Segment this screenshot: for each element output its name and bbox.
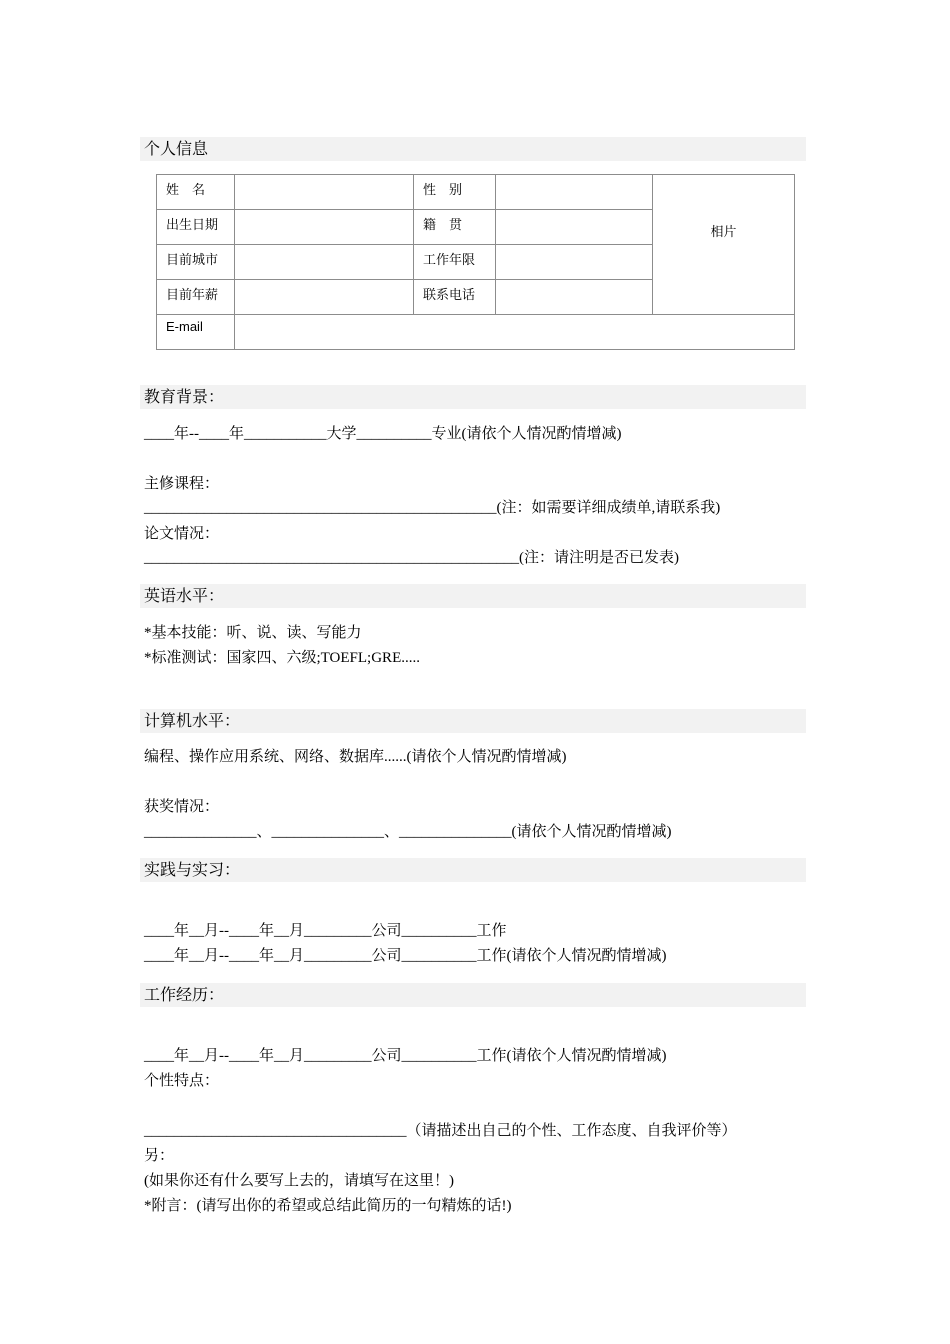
salary-label: 目前年薪 [157, 280, 235, 315]
city-value[interactable] [235, 245, 414, 280]
city-label: 目前城市 [157, 245, 235, 280]
english-skills: *基本技能：听、说、读、写能力 [144, 625, 362, 641]
birth-value[interactable] [235, 210, 414, 245]
computer-desc: 编程、操作应用系统、网络、数据库......(请依个人情况酌情增减) [144, 749, 567, 765]
section-header-work [140, 983, 806, 1007]
photo-label: 相片 [710, 224, 737, 239]
thesis-label: 论文情况： [144, 526, 220, 542]
section-title: 教育背景： [144, 387, 225, 406]
gender-value[interactable] [496, 175, 653, 210]
courses-line: _______________________________________________(注：如需要详细成绩单,请联系我) [144, 500, 721, 516]
phone-label: 联系电话 [414, 280, 496, 315]
other-note: (如果你还有什么要写上去的，请填写在这里！) [144, 1173, 454, 1189]
phone-value[interactable] [496, 280, 653, 315]
photo-box[interactable] [653, 175, 795, 315]
section-title: 个人信息 [144, 139, 209, 158]
years-label: 工作年限 [414, 245, 496, 280]
thesis-line: __________________________________________________(注：请注明是否已发表) [144, 550, 679, 566]
awards-label: 获奖情况： [144, 799, 220, 815]
section-title: 计算机水平： [144, 711, 241, 730]
section-header-english [140, 584, 806, 608]
email-label: E-mail [157, 315, 235, 350]
years-value[interactable] [496, 245, 653, 280]
practice-line-2: ____年__月--____年__月_________公司__________工作(请依个人情况酌情增减) [144, 948, 667, 964]
section-header-education [140, 385, 806, 409]
awards-line: _______________、_______________、_______________(请依个人情况酌情增减) [144, 824, 672, 840]
personality-line: ___________________________________（请描述出自己的个性、工作态度、自我评价等） [144, 1123, 737, 1139]
personal-info-table [156, 174, 795, 350]
section-title: 英语水平： [144, 586, 225, 605]
email-value[interactable] [235, 315, 795, 350]
english-tests: *标准测试：国家四、六级;TOEFL;GRE..... [144, 650, 420, 666]
section-title: 实践与实习： [144, 860, 241, 879]
section-header-practice [140, 858, 806, 882]
section-header-personal [140, 137, 806, 161]
section-title: 工作经历： [144, 985, 225, 1004]
other-label: 另： [144, 1148, 175, 1164]
appendix-note: *附言：(请写出你的希望或总结此简历的一句精炼的话!) [144, 1198, 512, 1214]
courses-label: 主修课程： [144, 476, 220, 492]
hometown-label: 籍 贯 [414, 210, 496, 245]
practice-line-1: ____年__月--____年__月_________公司__________工作 [144, 923, 507, 939]
section-header-computer [140, 709, 806, 733]
work-line: ____年__月--____年__月_________公司__________工作(请依个人情况酌情增减) [144, 1048, 667, 1064]
birth-label: 出生日期 [157, 210, 235, 245]
education-line: ____年--____年___________大学__________专业(请依个人情况酌情增减) [144, 426, 622, 442]
salary-value[interactable] [235, 280, 414, 315]
hometown-value[interactable] [496, 210, 653, 245]
gender-label: 性 别 [414, 175, 496, 210]
name-label: 姓 名 [157, 175, 235, 210]
name-value[interactable] [235, 175, 414, 210]
personality-label: 个性特点： [144, 1073, 220, 1089]
